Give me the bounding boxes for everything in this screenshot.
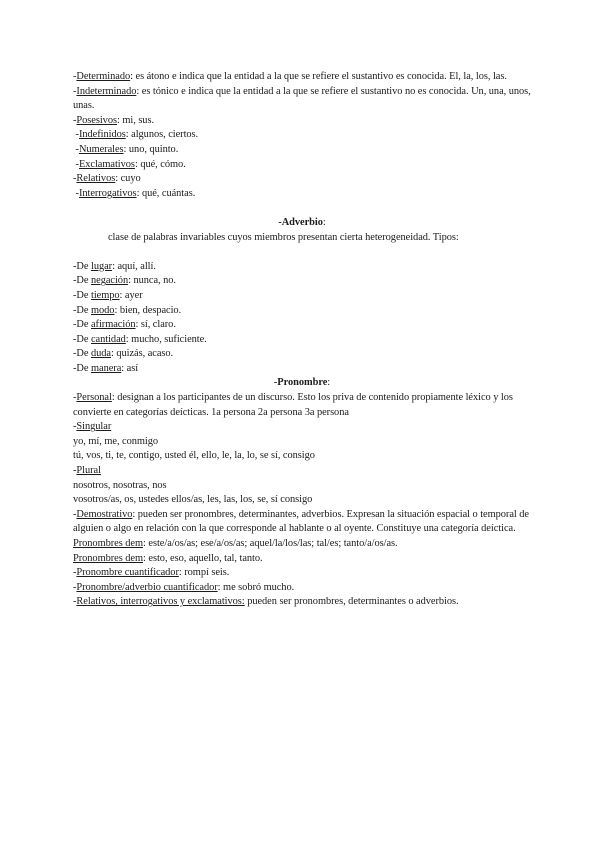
pronombre-heading [73,376,531,391]
item-text: : qué, cómo. [134,158,186,170]
heading-suffix: : [327,377,331,389]
list-item [73,333,531,348]
item-term: Numerales [78,143,124,155]
heading-text: -Pronombre [273,377,328,389]
item-text: : aquí, allí. [112,260,156,272]
item-term: Singular [76,421,112,433]
item-term: Posesivos [76,114,117,126]
item-term: negación [90,275,129,287]
list-item [73,172,531,187]
list-item [73,304,531,319]
item-term: afirmación [90,319,136,331]
item-text: : me sobró mucho. [217,581,295,593]
spacer [73,201,531,216]
personal-paragraph [73,391,531,420]
singular-label [73,420,531,435]
item-text: : bien, despacio. [114,304,182,316]
heading-suffix: : [322,216,326,228]
item-text: : nunca, no. [128,275,176,287]
item-text: : este/a/os/as; ese/a/os/as; aquel/la/los/las; tal/es; tanto/a/os/as. [143,538,398,549]
list-item [73,537,531,552]
item-text: : es átono e indica que la entidad a la que se refiere el sustantivo es conocida. El, la, los, las. [130,71,507,82]
item-prefix: - [73,173,77,185]
item-term: Relativos, interrogativos y exclamativos: [76,596,245,608]
item-prefix: - [73,508,77,520]
list-item [73,318,531,333]
item-term: Pronombre cuantificador [76,567,179,579]
plural-line: vosotros/as, os, ustedes ellos/as, les, las, los, se, sí consigo [73,494,313,506]
item-prefix: - [73,465,77,477]
item-prefix: -De [73,304,91,316]
item-text: : uno, quinto. [123,143,179,155]
item-text: : pueden ser pronombres, determinantes, adverbios. Expresan la situación espacial o temporal de alguien o algo en relación con la que corresponde al hablante o al oyente. Constituye una categoría deíctica. [73,508,529,535]
item-prefix: -De [73,260,91,272]
demostrativo-paragraph [73,508,531,537]
item-prefix: -De [73,275,91,287]
item-prefix: -De [73,333,91,345]
item-term: Pronombres dem [73,552,144,564]
item-prefix: - [73,143,79,155]
singular-line: tú, vos, ti, te, contigo, usted él, ello, le, la, lo, se sí, consigo [73,450,315,462]
list-item [73,260,531,275]
item-prefix: -De [73,348,91,360]
item-text: : quizás, acaso. [110,348,174,360]
item-text: pueden ser pronombres, determinantes o adverbios. [244,596,459,608]
item-term: Indefinidos [78,129,126,141]
item-term: Indeterminado [76,85,137,97]
item-prefix: - [73,129,79,141]
plural-label [73,464,531,479]
list-item [73,187,531,202]
item-text: : algunos, ciertos. [125,129,199,141]
adverbio-description: clase de palabras invariables cuyos miembros presentan cierta heterogeneidad. Tipos: [108,231,459,243]
item-text: : designan a los participantes de un discurso. Esto los priva de contenido propiamente léxico y los convierte en categorías deícticas. 1a persona 2a persona 3a persona [73,392,513,418]
list-item [73,85,531,114]
item-text: : qué, cuántas. [136,187,196,199]
item-prefix: - [73,158,79,170]
item-prefix: -De [73,362,91,374]
item-term: Pronombres dem [73,538,144,549]
item-term: Demostrativo [76,508,133,520]
document-page [73,70,531,610]
item-text: : esto, eso, aquello, tal, tanto. [143,552,263,564]
plural-line: nosotros, nosotras, nos [73,479,167,491]
item-text: : así [121,362,139,374]
item-text: : cuyo [115,173,141,185]
list-item [73,347,531,362]
determinantes-list [73,70,531,201]
item-term: Interrogativos [78,187,137,199]
item-prefix: - [73,421,77,433]
heading-text: -Adverbio [278,216,323,228]
item-term: Determinado [76,71,131,82]
list-item [73,289,531,304]
item-prefix: - [73,596,77,608]
item-prefix: - [73,187,79,199]
item-prefix: -De [73,289,91,301]
list-item [73,581,531,596]
list-item [73,114,531,129]
list-item [73,595,531,610]
item-term: Personal [76,392,112,404]
item-prefix: - [73,567,77,579]
item-text: : ayer [119,289,143,301]
spacer [73,245,531,260]
list-item [73,362,531,377]
item-text: : mucho, suficiente. [125,333,207,345]
item-prefix: - [73,581,77,593]
item-term: cantidad [90,333,126,345]
list-item [73,566,531,581]
item-term: lugar [90,260,113,272]
item-term: Plural [76,465,101,477]
item-term: modo [90,304,115,316]
item-text: : sí, claro. [135,319,176,331]
item-term: manera [90,362,122,374]
list-item [73,128,531,143]
item-term: Pronombre/adverbio cuantificador [76,581,218,593]
item-term: Exclamativos [78,158,135,170]
item-prefix: - [73,392,77,404]
item-prefix: - [73,71,77,82]
item-prefix: - [73,85,77,97]
adverbio-types-list [73,260,531,377]
singular-line: yo, mí, me, conmigo [73,435,159,447]
item-prefix: -De [73,319,91,331]
list-item [73,158,531,173]
item-prefix: - [73,114,77,126]
list-item [73,143,531,158]
item-text: : es tónico e indica que la entidad a la que se refiere el sustantivo no es conocida. Un, una, unos, unas. [73,85,531,112]
list-item [73,552,531,567]
list-item [73,274,531,289]
adverbio-heading [73,216,531,231]
item-term: duda [90,348,111,360]
item-term: tiempo [90,289,120,301]
item-text: : mi, sus. [116,114,154,126]
item-text: : rompí seis. [178,567,230,579]
list-item [73,70,531,85]
item-term: Relativos [76,173,116,185]
